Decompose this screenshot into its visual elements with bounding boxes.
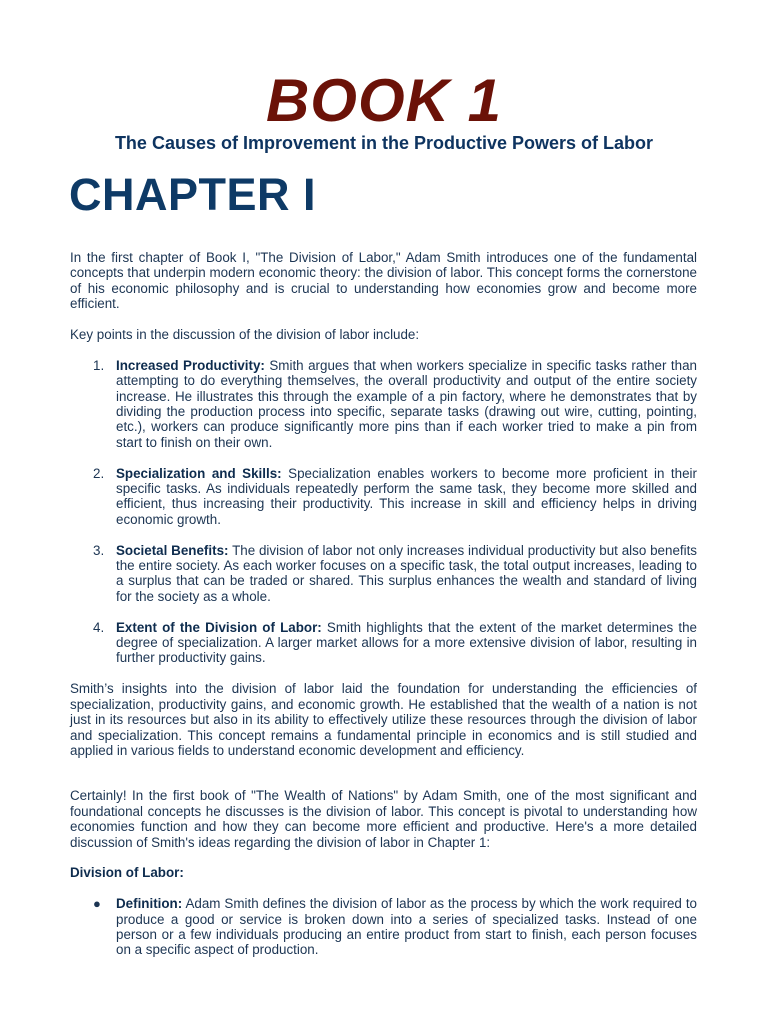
key-points-list <box>70 358 697 666</box>
list-number: 1. <box>93 357 105 373</box>
point-text: Specialization enables workers to become more proficient in their specific tasks. As individuals repeatedly perform the same task, they become more skilled and efficient, thus increasing their productivity. This increase in skill and efficiency helps in driving economic growth. <box>116 465 697 527</box>
list-item <box>70 358 697 450</box>
section-heading: Division of Labor: <box>70 865 184 881</box>
list-number: 4. <box>93 619 105 635</box>
document-body <box>70 250 697 958</box>
bullet-icon: ● <box>93 896 101 912</box>
list-number: 2. <box>93 465 105 481</box>
intro-paragraph: In the first chapter of Book I, "The Division of Labor," Adam Smith introduces one of the fundamental concepts that underpin modern economic theory: the division of labor. This concept forms the cornerstone of his economic philosophy and is crucial to understanding how economies grow and become more efficient. <box>70 250 697 312</box>
point-term: Increased Productivity: <box>116 357 265 373</box>
list-item <box>70 620 697 666</box>
point-term: Specialization and Skills: <box>116 465 282 481</box>
point-term: Extent of the Division of Labor: <box>116 619 322 635</box>
second-section-paragraph: Certainly! In the first book of "The Wealth of Nations" by Adam Smith, one of the most significant and foundational concepts he discusses is the division of labor. This concept is pivotal to understanding how economies function and how they can become more efficient and productive. Here's a more detailed discussion of Smith's ideas regarding the division of labor in Chapter 1: <box>70 788 697 850</box>
point-text: Smith argues that when workers specialize in specific tasks rather than attempting to do everything themselves, the overall productivity and output of the entire society increase. He illustrates this through the example of a pin factory, where he demonstrates that by dividing the production process into specific, separate tasks (drawing out wire, cutting, pointing, etc.), workers can produce significantly more pins than if each worker tried to make a pin from start to finish on their own. <box>116 357 697 450</box>
book-subtitle: The Causes of Improvement in the Productive Powers of Labor <box>114 133 654 153</box>
definition-list <box>70 896 697 958</box>
point-text: The division of labor not only increases individual productivity but also benefits the entire society. As each worker focuses on a specific task, the total output increases, leading to a surplus that can be traded or shared. This surplus enhances the wealth and standard of living for the society as a whole. <box>116 542 697 604</box>
summary-paragraph: Smith’s insights into the division of labor laid the foundation for understanding the efficiencies of specialization, productivity gains, and economic growth. He established that the wealth of a nation is not just in its resources but also in its ability to effectively utilize these resources through the division of labor and specialization. This concept remains a fundamental principle in economics and is still studied and applied in various fields to understand economic development and efficiency. <box>70 681 697 758</box>
list-item <box>70 466 697 528</box>
definition-term: Definition: <box>116 896 183 912</box>
point-term: Societal Benefits: <box>116 542 229 558</box>
list-item <box>70 543 697 605</box>
book-title: BOOK 1 <box>265 67 503 134</box>
definition-text: Adam Smith defines the division of labor as the process by which the work required to produce a good or service is broken down into a series of specialized tasks. Instead of one person or a few individuals producing an entire product from start to finish, each person focuses on a specific aspect of production. <box>116 896 697 958</box>
key-points-lead: Key points in the discussion of the division of labor include: <box>70 327 420 343</box>
list-item <box>70 896 697 958</box>
list-number: 3. <box>93 542 105 558</box>
chapter-heading: CHAPTER I <box>69 169 317 220</box>
point-text: Smith highlights that the extent of the market determines the degree of specialization. A larger market allows for a more extensive division of labor, resulting in further productivity gains. <box>116 619 697 666</box>
